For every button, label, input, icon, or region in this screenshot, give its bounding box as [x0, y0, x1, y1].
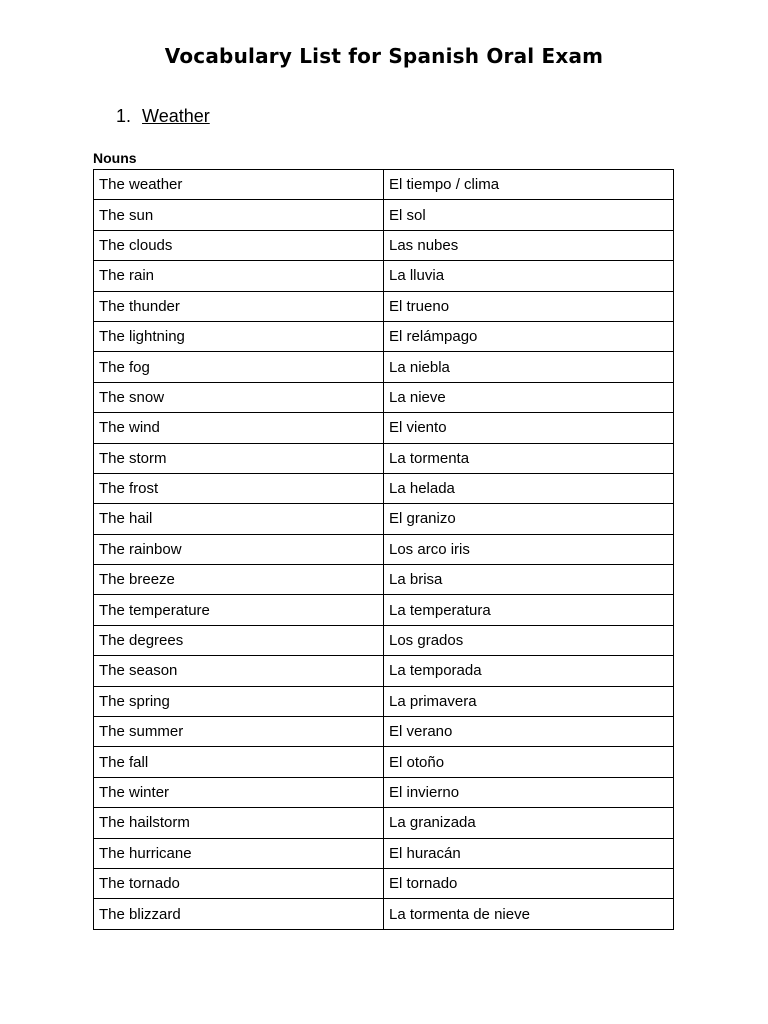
- english-term: The hurricane: [94, 838, 384, 868]
- english-term: The summer: [94, 717, 384, 747]
- spanish-term: El viento: [384, 413, 674, 443]
- table-row: [94, 321, 674, 351]
- spanish-term: La granizada: [384, 808, 674, 838]
- spanish-term: La tormenta de nieve: [384, 899, 674, 929]
- spanish-term: La nieve: [384, 382, 674, 412]
- english-term: The snow: [94, 382, 384, 412]
- english-term: The tornado: [94, 868, 384, 898]
- section-number: 1.: [116, 106, 132, 126]
- table-row: [94, 868, 674, 898]
- table-row: [94, 808, 674, 838]
- english-term: The fog: [94, 352, 384, 382]
- spanish-term: El verano: [384, 717, 674, 747]
- english-term: The temperature: [94, 595, 384, 625]
- spanish-term: El tornado: [384, 868, 674, 898]
- spanish-term: Los grados: [384, 625, 674, 655]
- spanish-term: El granizo: [384, 504, 674, 534]
- spanish-term: El invierno: [384, 777, 674, 807]
- english-term: The clouds: [94, 230, 384, 260]
- table-row: [94, 170, 674, 200]
- table-row: [94, 747, 674, 777]
- english-term: The weather: [94, 170, 384, 200]
- spanish-term: La lluvia: [384, 261, 674, 291]
- table-row: [94, 291, 674, 321]
- spanish-term: La helada: [384, 473, 674, 503]
- table-row: [94, 565, 674, 595]
- table-row: [94, 230, 674, 260]
- table-row: [94, 413, 674, 443]
- english-term: The rainbow: [94, 534, 384, 564]
- table-row: [94, 261, 674, 291]
- table-row: [94, 838, 674, 868]
- english-term: The degrees: [94, 625, 384, 655]
- spanish-term: Las nubes: [384, 230, 674, 260]
- section-heading: [116, 106, 210, 127]
- english-term: The fall: [94, 747, 384, 777]
- spanish-term: El huracán: [384, 838, 674, 868]
- english-term: The thunder: [94, 291, 384, 321]
- page-title: Vocabulary List for Spanish Oral Exam: [164, 44, 604, 68]
- english-term: The hailstorm: [94, 808, 384, 838]
- english-term: The breeze: [94, 565, 384, 595]
- spanish-term: La temperatura: [384, 595, 674, 625]
- spanish-term: El relámpago: [384, 321, 674, 351]
- english-term: The wind: [94, 413, 384, 443]
- english-term: The frost: [94, 473, 384, 503]
- section-name: Weather: [142, 106, 210, 126]
- table-row: [94, 595, 674, 625]
- english-term: The spring: [94, 686, 384, 716]
- vocabulary-table-body: [94, 170, 674, 930]
- table-row: [94, 352, 674, 382]
- english-term: The lightning: [94, 321, 384, 351]
- spanish-term: La niebla: [384, 352, 674, 382]
- table-row: [94, 382, 674, 412]
- english-term: The winter: [94, 777, 384, 807]
- spanish-term: El sol: [384, 200, 674, 230]
- spanish-term: La tormenta: [384, 443, 674, 473]
- table-row: [94, 777, 674, 807]
- vocabulary-table: [93, 169, 674, 930]
- table-row: [94, 656, 674, 686]
- english-term: The season: [94, 656, 384, 686]
- spanish-term: El trueno: [384, 291, 674, 321]
- spanish-term: La temporada: [384, 656, 674, 686]
- table-row: [94, 200, 674, 230]
- table-row: [94, 686, 674, 716]
- subheading-nouns: Nouns: [93, 150, 137, 166]
- spanish-term: El tiempo / clima: [384, 170, 674, 200]
- table-row: [94, 899, 674, 929]
- table-row: [94, 473, 674, 503]
- table-row: [94, 534, 674, 564]
- english-term: The blizzard: [94, 899, 384, 929]
- spanish-term: El otoño: [384, 747, 674, 777]
- english-term: The rain: [94, 261, 384, 291]
- english-term: The sun: [94, 200, 384, 230]
- spanish-term: La primavera: [384, 686, 674, 716]
- english-term: The hail: [94, 504, 384, 534]
- table-row: [94, 717, 674, 747]
- spanish-term: La brisa: [384, 565, 674, 595]
- english-term: The storm: [94, 443, 384, 473]
- table-row: [94, 625, 674, 655]
- table-row: [94, 443, 674, 473]
- spanish-term: Los arco iris: [384, 534, 674, 564]
- table-row: [94, 504, 674, 534]
